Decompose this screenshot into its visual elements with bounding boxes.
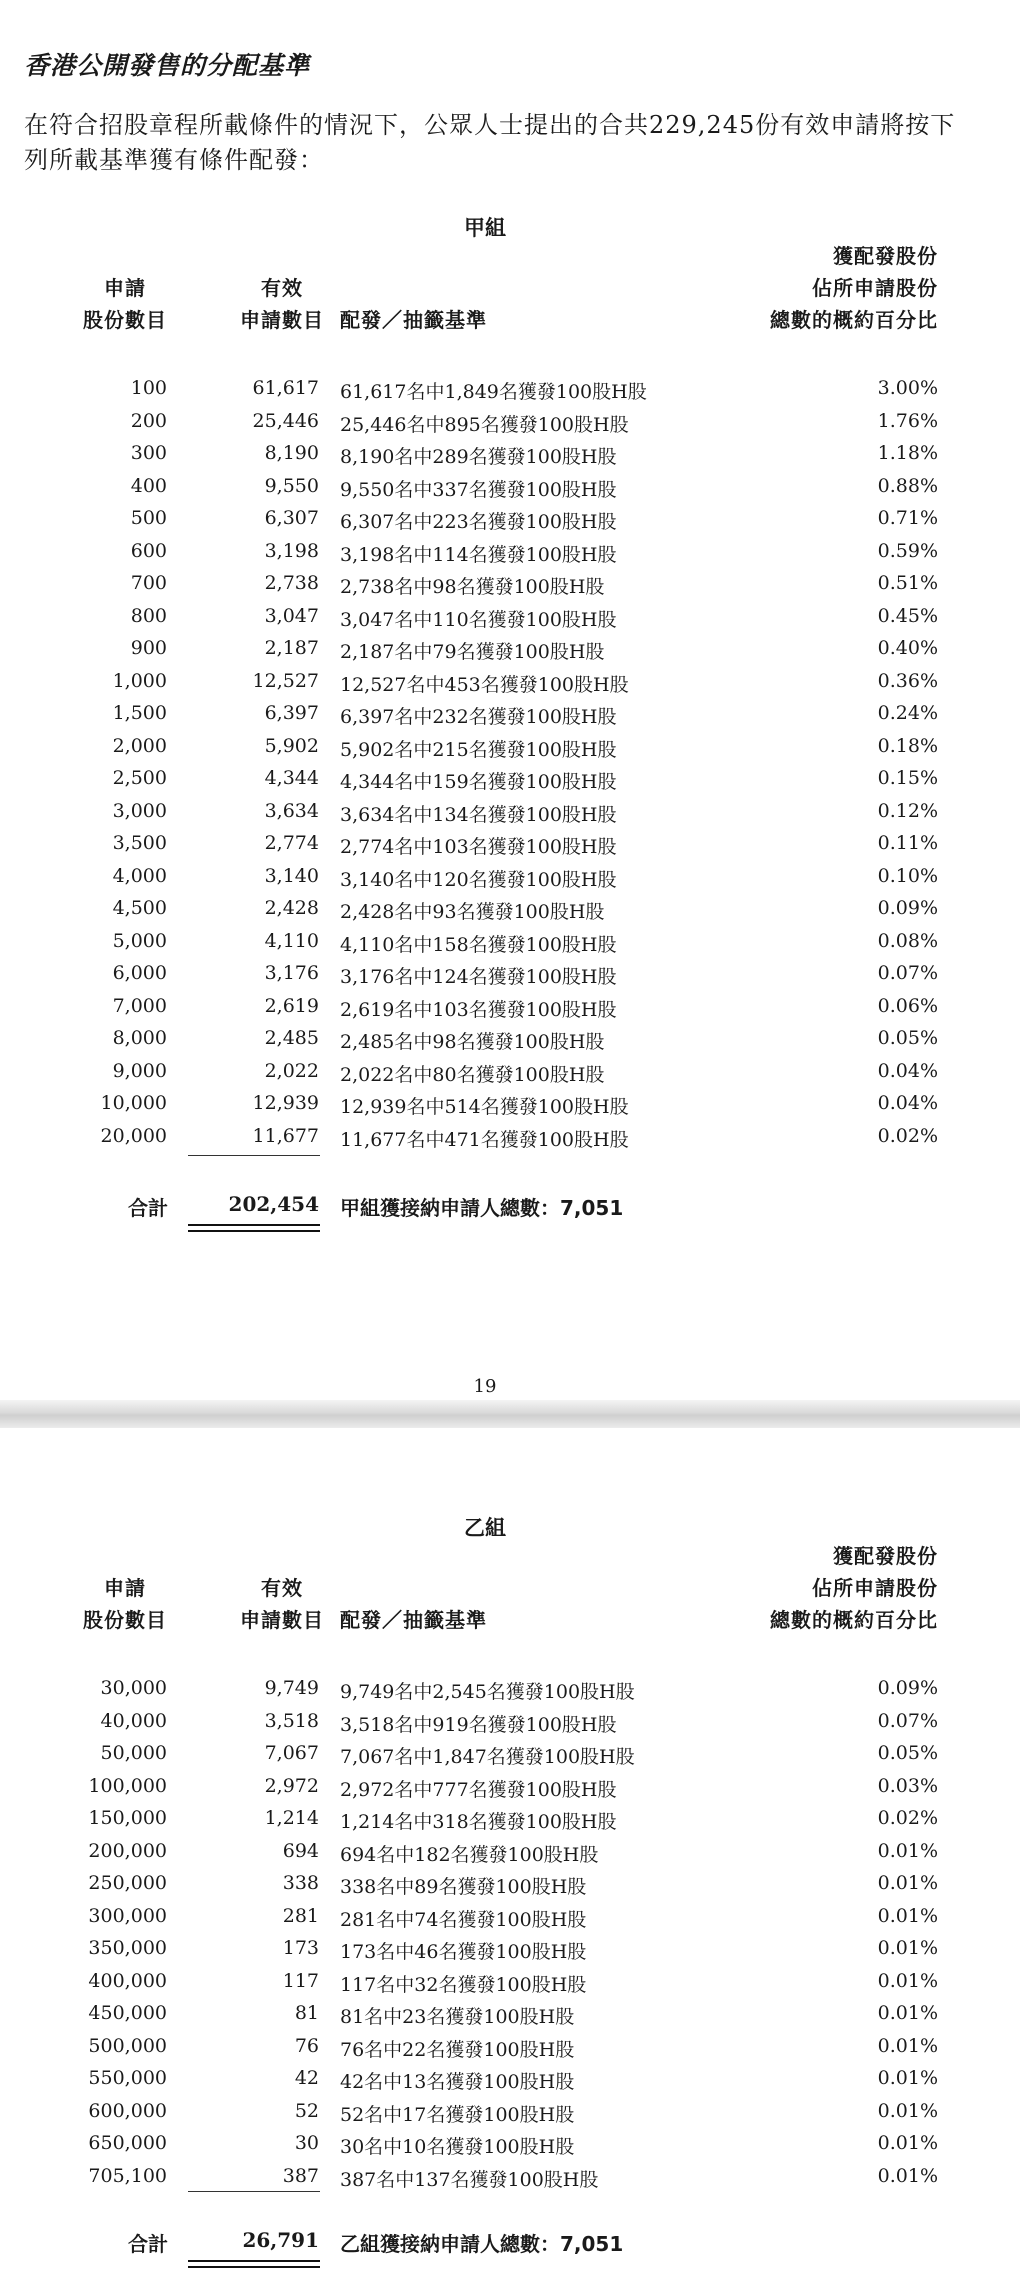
cell-allocation-basis: 3,518名中919名獲發100股H股	[340, 1713, 617, 1736]
cell-valid-applications: 4,344	[264, 767, 319, 789]
cell-valid-applications: 61,617	[252, 377, 319, 399]
page-title: 香港公開發售的分配基準	[24, 51, 311, 80]
cell-allocation-basis: 3,634名中134名獲發100股H股	[340, 803, 617, 826]
table-row	[0, 601, 1020, 634]
cell-shares-applied: 700	[130, 572, 167, 594]
cell-shares-applied: 3,000	[112, 799, 167, 822]
cell-shares-applied: 50,000	[100, 1742, 167, 1764]
cell-shares-applied: 900	[130, 637, 167, 659]
group-a-total-description: 甲組獲接納申請人總數：7,051	[340, 1196, 624, 1220]
cell-allocation-basis: 281名中74名獲發100股H股	[340, 1908, 587, 1931]
header-valid-line1: 有效	[261, 276, 303, 300]
cell-valid-applications: 694	[282, 1839, 319, 1862]
table-row	[0, 1868, 1020, 1901]
cell-shares-applied: 600,000	[88, 2099, 167, 2122]
cell-valid-applications: 25,446	[252, 409, 319, 432]
cell-allotted-percentage: 0.04%	[877, 1059, 938, 1082]
table-row	[0, 1738, 1020, 1771]
cell-shares-applied: 40,000	[100, 1709, 167, 1732]
cell-valid-applications: 2,428	[264, 897, 319, 919]
cell-allotted-percentage: 0.01%	[877, 2002, 938, 2024]
cell-allocation-basis: 9,749名中2,545名獲發100股H股	[340, 1681, 635, 1703]
header-valid-line1: 有效	[261, 1576, 303, 1600]
page-separator	[0, 1400, 1020, 1428]
cell-valid-applications: 117	[282, 1969, 319, 1992]
group-a-total-label: 合計	[128, 1196, 168, 1220]
table-row	[0, 893, 1020, 926]
table-row	[0, 1706, 1020, 1739]
table-row	[0, 536, 1020, 569]
cell-allocation-basis: 2,485名中98名獲發100股H股	[340, 1031, 605, 1053]
table-row	[0, 2161, 1020, 2194]
cell-valid-applications: 281	[282, 1904, 319, 1927]
table-row	[0, 633, 1020, 666]
cell-allotted-percentage: 3.00%	[877, 377, 938, 399]
cell-allotted-percentage: 0.12%	[877, 799, 938, 822]
header-valid	[232, 272, 332, 336]
cell-valid-applications: 3,634	[264, 799, 319, 822]
table-row	[0, 1771, 1020, 1804]
cell-shares-applied: 600	[130, 539, 167, 562]
group-a-table	[0, 373, 1020, 1153]
table-row	[0, 2096, 1020, 2129]
cell-shares-applied: 10,000	[100, 1092, 167, 1114]
cell-shares-applied: 8,000	[112, 1027, 167, 1049]
header-basis: 配發／抽籤基準	[340, 1608, 487, 1632]
cell-allocation-basis: 11,677名中471名獲發100股H股	[340, 1128, 629, 1151]
header-valid-line2: 申請數目	[240, 1608, 324, 1632]
header-basis: 配發／抽籤基準	[340, 308, 487, 332]
cell-allotted-percentage: 0.01%	[877, 2099, 938, 2122]
cell-valid-applications: 3,518	[264, 1709, 319, 1732]
cell-allotted-percentage: 0.51%	[877, 572, 938, 594]
cell-allotted-percentage: 1.76%	[877, 409, 938, 432]
cell-allocation-basis: 25,446名中895名獲發100股H股	[340, 413, 629, 436]
cell-allocation-basis: 173名中46名獲發100股H股	[340, 1941, 587, 1963]
table-row	[0, 796, 1020, 829]
cell-shares-applied: 1,500	[112, 702, 167, 724]
cell-allocation-basis: 7,067名中1,847名獲發100股H股	[340, 1746, 635, 1768]
cell-allocation-basis: 4,344名中159名獲發100股H股	[340, 771, 617, 793]
table-row	[0, 2031, 1020, 2064]
cell-shares-applied: 300,000	[88, 1904, 167, 1927]
cell-allocation-basis: 694名中182名獲發100股H股	[340, 1843, 599, 1866]
cell-shares-applied: 9,000	[112, 1059, 167, 1082]
table-row	[0, 828, 1020, 861]
cell-allocation-basis: 1,214名中318名獲發100股H股	[340, 1811, 617, 1833]
table-row	[0, 438, 1020, 471]
table-row	[0, 861, 1020, 894]
cell-valid-applications: 3,140	[264, 864, 319, 887]
table-row	[0, 991, 1020, 1024]
cell-allotted-percentage: 0.01%	[877, 2164, 938, 2187]
cell-shares-applied: 500,000	[88, 2034, 167, 2057]
header-shares-line2: 股份數目	[83, 308, 167, 332]
cell-valid-applications: 52	[294, 2099, 319, 2122]
table-row	[0, 958, 1020, 991]
cell-valid-applications: 6,307	[264, 507, 319, 529]
cell-allotted-percentage: 0.05%	[877, 1027, 938, 1049]
cell-shares-applied: 400,000	[88, 1969, 167, 1992]
cell-valid-applications: 8,190	[264, 442, 319, 464]
cell-allotted-percentage: 0.10%	[877, 864, 938, 887]
cell-shares-applied: 200	[130, 409, 167, 432]
group-b-table	[0, 1673, 1020, 2193]
cell-valid-applications: 338	[282, 1872, 319, 1894]
table-row	[0, 1998, 1020, 2031]
cell-allocation-basis: 3,198名中114名獲發100股H股	[340, 543, 617, 566]
cell-allocation-basis: 2,774名中103名獲發100股H股	[340, 836, 617, 858]
cell-allocation-basis: 2,187名中79名獲發100股H股	[340, 641, 605, 663]
cell-allocation-basis: 52名中17名獲發100股H股	[340, 2103, 575, 2126]
header-pct-line1: 獲配發股份	[833, 1544, 938, 1568]
header-percentage	[770, 1540, 938, 1636]
intro-paragraph: 在符合招股章程所載條件的情況下，公眾人士提出的合共229,245份有效申請將按下列所載基準獲有條件配發：	[24, 111, 956, 174]
cell-allotted-percentage: 0.11%	[877, 832, 938, 854]
header-pct-line2: 佔所申請股份	[812, 1576, 938, 1600]
cell-allocation-basis: 3,176名中124名獲發100股H股	[340, 966, 617, 988]
cell-shares-applied: 20,000	[100, 1124, 167, 1147]
table-row	[0, 731, 1020, 764]
cell-valid-applications: 2,187	[264, 637, 319, 659]
cell-allotted-percentage: 0.71%	[877, 507, 938, 529]
cell-valid-applications: 3,047	[264, 604, 319, 627]
cell-allotted-percentage: 0.01%	[877, 1969, 938, 1992]
cell-shares-applied: 2,000	[112, 734, 167, 757]
table-row	[0, 568, 1020, 601]
table-row	[0, 926, 1020, 959]
cell-allocation-basis: 76名中22名獲發100股H股	[340, 2038, 575, 2061]
cell-shares-applied: 30,000	[100, 1677, 167, 1699]
cell-allotted-percentage: 0.08%	[877, 929, 938, 952]
cell-allotted-percentage: 0.36%	[877, 669, 938, 692]
cell-allotted-percentage: 0.01%	[877, 2067, 938, 2089]
cell-allotted-percentage: 0.01%	[877, 1839, 938, 1862]
cell-allocation-basis: 5,902名中215名獲發100股H股	[340, 738, 617, 761]
cell-allocation-basis: 2,022名中80名獲發100股H股	[340, 1063, 605, 1086]
cell-shares-applied: 350,000	[88, 1937, 167, 1959]
cell-allotted-percentage: 0.07%	[877, 1709, 938, 1732]
cell-allocation-basis: 61,617名中1,849名獲發100股H股	[340, 381, 647, 403]
cell-valid-applications: 12,527	[252, 669, 319, 692]
cell-allotted-percentage: 0.06%	[877, 994, 938, 1017]
header-percentage	[770, 240, 938, 336]
cell-valid-applications: 42	[294, 2067, 319, 2089]
table-row	[0, 1056, 1020, 1089]
header-pct-line3: 總數的概約百分比	[770, 308, 938, 332]
table-row	[0, 763, 1020, 796]
cell-allotted-percentage: 0.03%	[877, 1774, 938, 1797]
header-shares-line2: 股份數目	[83, 1608, 167, 1632]
cell-shares-applied: 150,000	[88, 1807, 167, 1829]
cell-allotted-percentage: 0.09%	[877, 1677, 938, 1699]
cell-allocation-basis: 2,619名中103名獲發100股H股	[340, 998, 617, 1021]
cell-allotted-percentage: 0.01%	[877, 2132, 938, 2154]
cell-shares-applied: 200,000	[88, 1839, 167, 1862]
cell-valid-applications: 3,198	[264, 539, 319, 562]
group-b-title: 乙組	[464, 1516, 506, 1540]
header-valid-line2: 申請數目	[240, 308, 324, 332]
table-row	[0, 1901, 1020, 1934]
cell-valid-applications: 9,749	[264, 1677, 319, 1699]
cell-allotted-percentage: 0.02%	[877, 1124, 938, 1147]
total-double-rule	[188, 1224, 320, 1232]
cell-allotted-percentage: 0.07%	[877, 962, 938, 984]
cell-allocation-basis: 387名中137名獲發100股H股	[340, 2168, 599, 2191]
cell-shares-applied: 7,000	[112, 994, 167, 1017]
cell-valid-applications: 9,550	[264, 474, 319, 497]
cell-valid-applications: 173	[282, 1937, 319, 1959]
cell-shares-applied: 705,100	[88, 2164, 167, 2187]
cell-valid-applications: 2,972	[264, 1774, 319, 1797]
cell-shares-applied: 650,000	[88, 2132, 167, 2154]
cell-allocation-basis: 42名中13名獲發100股H股	[340, 2071, 575, 2093]
cell-valid-applications: 76	[294, 2034, 319, 2057]
cell-shares-applied: 5,000	[112, 929, 167, 952]
cell-shares-applied: 100,000	[88, 1774, 167, 1797]
group-b-total-label: 合計	[128, 2232, 168, 2256]
table-row	[0, 1673, 1020, 1706]
cell-shares-applied: 550,000	[88, 2067, 167, 2089]
cell-valid-applications: 6,397	[264, 702, 319, 724]
cell-allotted-percentage: 0.40%	[877, 637, 938, 659]
cell-valid-applications: 11,677	[252, 1124, 319, 1147]
table-row	[0, 1023, 1020, 1056]
total-double-rule	[188, 2260, 320, 2268]
document-page-2	[0, 1428, 1020, 2277]
header-shares	[80, 1572, 170, 1636]
cell-allotted-percentage: 0.02%	[877, 1807, 938, 1829]
cell-valid-applications: 2,774	[264, 832, 319, 854]
cell-valid-applications: 12,939	[252, 1092, 319, 1114]
cell-shares-applied: 100	[130, 377, 167, 399]
cell-valid-applications: 4,110	[264, 929, 319, 952]
table-row	[0, 406, 1020, 439]
cell-valid-applications: 3,176	[264, 962, 319, 984]
cell-shares-applied: 3,500	[112, 832, 167, 854]
cell-valid-applications: 2,738	[264, 572, 319, 594]
table-row	[0, 1803, 1020, 1836]
cell-allotted-percentage: 0.01%	[877, 1937, 938, 1959]
column-rule	[188, 1155, 320, 1156]
cell-allotted-percentage: 0.04%	[877, 1092, 938, 1114]
group-a-title: 甲組	[464, 216, 506, 240]
cell-allotted-percentage: 0.18%	[877, 734, 938, 757]
table-row	[0, 1121, 1020, 1154]
cell-shares-applied: 300	[130, 442, 167, 464]
table-row	[0, 666, 1020, 699]
header-pct-line2: 佔所申請股份	[812, 276, 938, 300]
page-number: 19	[473, 1376, 497, 1397]
cell-valid-applications: 2,619	[264, 994, 319, 1017]
header-shares-line1: 申請	[104, 1576, 146, 1600]
cell-allocation-basis: 9,550名中337名獲發100股H股	[340, 478, 617, 501]
header-valid	[232, 1572, 332, 1636]
cell-valid-applications: 7,067	[264, 1742, 319, 1764]
group-a-total-value: 202,454	[228, 1192, 319, 1216]
cell-allocation-basis: 6,397名中232名獲發100股H股	[340, 706, 617, 728]
cell-allotted-percentage: 0.45%	[877, 604, 938, 627]
table-row	[0, 471, 1020, 504]
header-shares-line1: 申請	[104, 276, 146, 300]
cell-shares-applied: 800	[130, 604, 167, 627]
group-b-total-description: 乙組獲接納申請人總數：7,051	[340, 2232, 624, 2256]
cell-allotted-percentage: 0.15%	[877, 767, 938, 789]
cell-allocation-basis: 81名中23名獲發100股H股	[340, 2006, 575, 2028]
table-row	[0, 1836, 1020, 1869]
cell-valid-applications: 5,902	[264, 734, 319, 757]
cell-allocation-basis: 117名中32名獲發100股H股	[340, 1973, 587, 1996]
cell-allocation-basis: 30名中10名獲發100股H股	[340, 2136, 575, 2158]
table-row	[0, 373, 1020, 406]
header-pct-line3: 總數的概約百分比	[770, 1608, 938, 1632]
cell-allocation-basis: 4,110名中158名獲發100股H股	[340, 933, 617, 956]
cell-shares-applied: 2,500	[112, 767, 167, 789]
cell-shares-applied: 500	[130, 507, 167, 529]
table-row	[0, 698, 1020, 731]
cell-shares-applied: 450,000	[88, 2002, 167, 2024]
cell-shares-applied: 6,000	[112, 962, 167, 984]
cell-shares-applied: 1,000	[112, 669, 167, 692]
cell-shares-applied: 400	[130, 474, 167, 497]
header-shares	[80, 272, 170, 336]
cell-allocation-basis: 12,527名中453名獲發100股H股	[340, 673, 629, 696]
cell-allotted-percentage: 0.01%	[877, 1872, 938, 1894]
table-row	[0, 2063, 1020, 2096]
cell-allotted-percentage: 1.18%	[877, 442, 938, 464]
cell-allocation-basis: 3,047名中110名獲發100股H股	[340, 608, 617, 631]
column-rule	[188, 2191, 320, 2192]
cell-valid-applications: 81	[294, 2002, 319, 2024]
cell-allocation-basis: 2,972名中777名獲發100股H股	[340, 1778, 617, 1801]
cell-allotted-percentage: 0.05%	[877, 1742, 938, 1764]
cell-allotted-percentage: 0.09%	[877, 897, 938, 919]
cell-allocation-basis: 2,738名中98名獲發100股H股	[340, 576, 605, 598]
cell-shares-applied: 4,000	[112, 864, 167, 887]
cell-allocation-basis: 338名中89名獲發100股H股	[340, 1876, 587, 1898]
table-row	[0, 1966, 1020, 1999]
header-pct-line1: 獲配發股份	[833, 244, 938, 268]
cell-allocation-basis: 12,939名中514名獲發100股H股	[340, 1096, 629, 1118]
cell-allocation-basis: 6,307名中223名獲發100股H股	[340, 511, 617, 533]
table-row	[0, 1088, 1020, 1121]
cell-allotted-percentage: 0.88%	[877, 474, 938, 497]
table-row	[0, 2128, 1020, 2161]
cell-allocation-basis: 8,190名中289名獲發100股H股	[340, 446, 617, 468]
cell-allotted-percentage: 0.01%	[877, 2034, 938, 2057]
cell-valid-applications: 2,022	[264, 1059, 319, 1082]
cell-allotted-percentage: 0.01%	[877, 1904, 938, 1927]
cell-allotted-percentage: 0.59%	[877, 539, 938, 562]
cell-shares-applied: 250,000	[88, 1872, 167, 1894]
cell-valid-applications: 30	[294, 2132, 319, 2154]
cell-allocation-basis: 2,428名中93名獲發100股H股	[340, 901, 605, 923]
table-row	[0, 503, 1020, 536]
group-b-total-value: 26,791	[242, 2228, 319, 2252]
cell-valid-applications: 1,214	[264, 1807, 319, 1829]
cell-shares-applied: 4,500	[112, 897, 167, 919]
table-row	[0, 1933, 1020, 1966]
cell-valid-applications: 2,485	[264, 1027, 319, 1049]
cell-allotted-percentage: 0.24%	[877, 702, 938, 724]
cell-valid-applications: 387	[282, 2164, 319, 2187]
cell-allocation-basis: 3,140名中120名獲發100股H股	[340, 868, 617, 891]
